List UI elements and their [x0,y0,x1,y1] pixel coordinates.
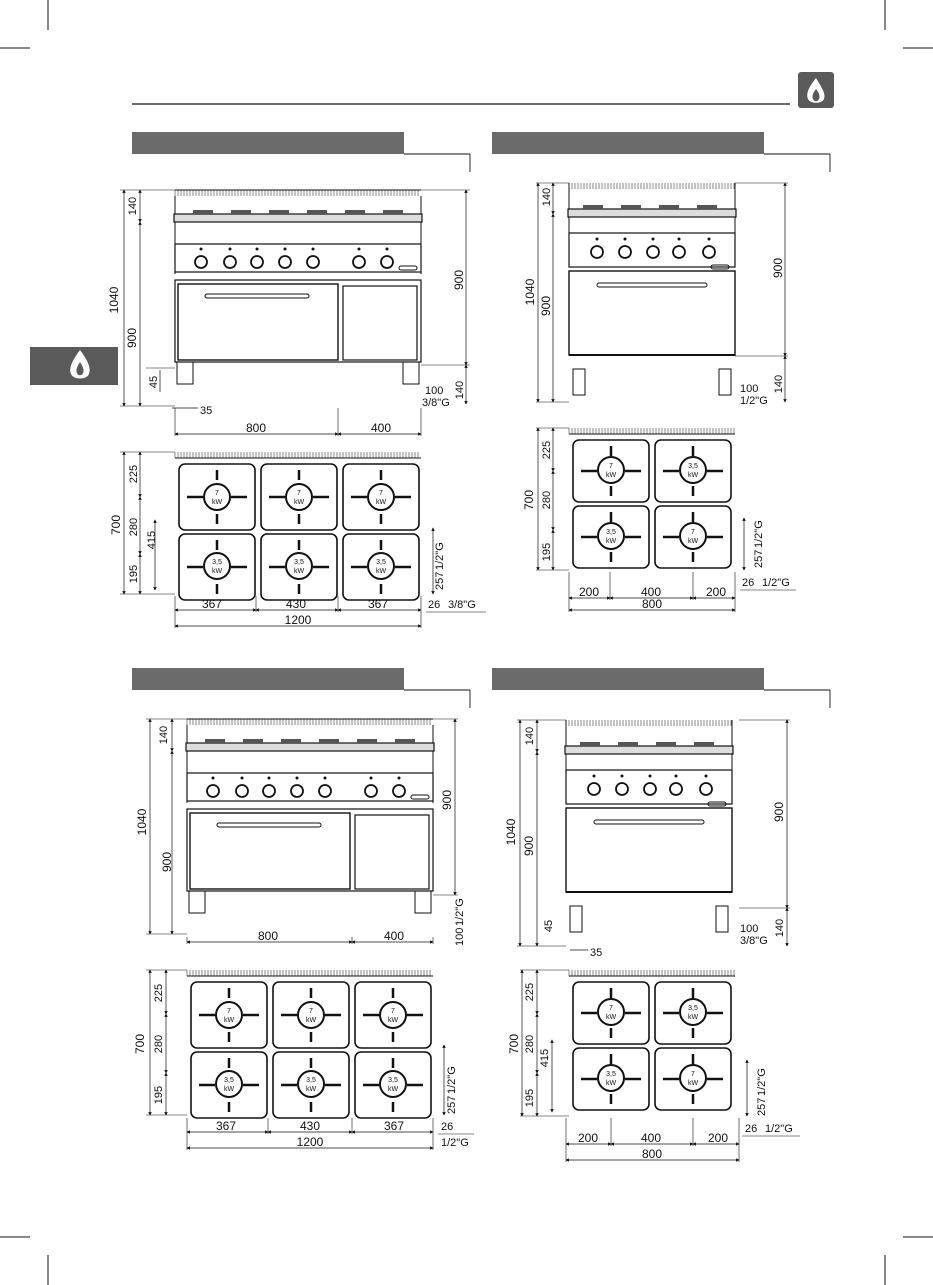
control-knob [319,785,331,797]
dimension-label: 1/2"G [756,1068,768,1096]
burner-cap [319,739,339,743]
burner [680,999,706,1025]
dimension-label: 900 [452,269,466,291]
burner-power-value: 7 [297,490,301,497]
dimension-label: 3/8"G [422,397,450,409]
burner [598,1065,624,1091]
dimension-label: 400 [370,421,392,435]
dimension-label: 1040 [135,808,149,836]
control-knob [647,246,659,258]
dimension-label: 1040 [107,286,121,314]
dimension-label: 800 [245,421,267,435]
burner [598,457,624,483]
dimension-label: 140 [454,380,466,400]
burner-cap [621,205,641,209]
knob-indicator [358,248,361,251]
dimension-label: 1200 [296,1135,324,1149]
burner-power-value: 3,5 [388,1077,398,1084]
burner [216,1071,242,1097]
dimension-label: 367 [201,597,223,611]
knob-indicator [649,775,652,778]
knob-indicator [241,777,244,780]
burner-cap [243,739,263,743]
control-knob [588,783,600,795]
dimension-label: 1/2"G [762,577,790,589]
burner-cap [583,205,603,209]
burner-power-value: 3,5 [376,559,386,566]
panel-2 [492,132,830,612]
dimension-label: 430 [285,597,307,611]
dimension-label: 45 [148,375,160,389]
section-title-bar [492,668,764,690]
dimension-label: 26 [745,1123,758,1135]
control-knob [236,785,248,797]
dimension-label: 1/2"G [753,520,765,548]
dimension-label: 35 [590,947,603,959]
dimension-label: 400 [640,585,662,599]
dimension-label: 26 [742,577,755,589]
dimension-label: 1040 [504,818,518,846]
burner [298,1002,324,1028]
burner-cap [656,742,676,746]
burner-power-unit: kW [387,1017,399,1024]
control-knob [700,783,712,795]
burner-power-value: 3,5 [606,529,616,536]
control-knob [251,256,263,268]
dimension-label: 26 [428,599,441,611]
foot [719,369,731,395]
control-knob [279,256,291,268]
hob-top [186,743,434,751]
burner [598,999,624,1025]
foot [415,891,431,913]
control-knob [207,785,219,797]
control-knob [616,783,628,795]
burner-power-unit: kW [293,568,305,575]
burner [298,1071,324,1097]
control-knob [619,246,631,258]
burner-cap [395,739,415,743]
knob-indicator [675,775,678,778]
dimension-label: 700 [507,1033,521,1055]
knob-indicator [708,238,711,241]
burner-power-value: 3,5 [212,559,222,566]
dimension-label: 140 [774,918,786,938]
control-knob [670,783,682,795]
burner-power-value: 3,5 [688,1005,698,1012]
panel-3 [132,668,474,1150]
burner-cap [694,742,714,746]
knob-indicator [324,777,327,780]
section-title-bar [132,668,404,690]
dimension-label: 200 [577,1131,599,1145]
burner-power-value: 3,5 [294,559,304,566]
burner-power-unit: kW [375,499,387,506]
knob-indicator [621,775,624,778]
dimension-label: 3/8"G [740,935,768,947]
knob-indicator [256,248,259,251]
control-knob [224,256,236,268]
oven-handle [205,294,309,298]
burner [204,553,230,579]
dimension-label: 280 [524,1034,536,1054]
burner-power-unit: kW [305,1017,317,1024]
dimension-label: 225 [524,982,536,1002]
burner-power-unit: kW [293,499,305,506]
dimension-label: 280 [128,517,140,537]
burner [368,484,394,510]
knob-indicator [312,248,315,251]
dimension-label: 200 [707,1131,729,1145]
knob-indicator [284,248,287,251]
burner-power-unit: kW [223,1017,235,1024]
dimension-label: 367 [383,1119,405,1133]
oven-handle [594,820,704,824]
control-knob [365,785,377,797]
burner-cap [307,210,327,214]
oven-door [190,813,350,889]
cupboard-door [355,815,429,889]
dimension-label: 900 [125,327,139,349]
dimension-label: 35 [200,405,213,417]
hob-top [565,746,733,754]
burner [680,457,706,483]
burner-power-unit: kW [605,1014,617,1021]
burner-power-value: 7 [691,529,695,536]
dimension-label: 900 [440,789,454,811]
badge [399,266,417,270]
dimension-label: 100 [454,927,466,946]
knob-indicator [200,248,203,251]
control-knob [353,256,365,268]
hob-top [174,214,422,222]
burner-cap [697,205,717,209]
cupboard-door [343,286,417,360]
dimension-label: 100 [740,383,759,395]
burner-power-unit: kW [605,472,617,479]
burner-power-value: 7 [227,1008,231,1015]
knob-indicator [212,777,215,780]
gas-flame-icon [798,72,834,108]
burner [380,1002,406,1028]
dimension-label: 200 [705,585,727,599]
oven-door [566,808,732,892]
dimension-label: 800 [257,929,279,943]
dimension-label: 195 [128,564,140,584]
burner-cap [269,210,289,214]
dimension-label: 415 [539,1048,551,1068]
burner-power-unit: kW [223,1086,235,1093]
dimension-label: 1/2"G [740,395,768,407]
knob-indicator [296,777,299,780]
burner-cap [205,739,225,743]
dimension-label: 400 [383,929,405,943]
badge [411,795,429,799]
oven-door [569,271,735,355]
burner-power-unit: kW [687,1080,699,1087]
panel-4 [492,668,830,1162]
control-knob [381,256,393,268]
burner-cap [281,739,301,743]
oven-handle [217,823,321,827]
burner-power-value: 3,5 [306,1077,316,1084]
burner-power-value: 7 [215,490,219,497]
foot [177,362,193,384]
dimension-label: 257 [434,571,446,590]
oven-body [175,280,421,362]
dimension-label: 415 [146,530,158,550]
burner-power-unit: kW [687,538,699,545]
dimension-label: 140 [541,187,553,207]
control-knob [703,246,715,258]
control-knob [673,246,685,258]
dimension-label: 900 [539,295,553,317]
burner-power-value: 3,5 [606,1071,616,1078]
dimension-label: 400 [640,1131,662,1145]
dimension-label: 367 [215,1119,237,1133]
dimension-label: 280 [541,490,553,510]
control-knob [393,785,405,797]
knob-indicator [624,238,627,241]
burner-power-unit: kW [605,1080,617,1087]
dimension-label: 257 [446,1095,458,1114]
dimension-label: 700 [109,514,123,536]
dimension-label: 195 [524,1088,536,1108]
dimension-label: 1040 [523,278,537,306]
dimension-label: 257 [756,1097,768,1116]
burner-power-unit: kW [387,1086,399,1093]
dimension-label: 900 [522,835,536,857]
dimension-label: 195 [541,542,553,562]
dimension-label: 800 [641,597,663,611]
burner-power-unit: kW [687,1014,699,1021]
dimension-label: 225 [541,440,553,460]
dimension-label: 140 [127,196,139,216]
dimension-label: 900 [771,257,785,279]
burner-power-unit: kW [375,568,387,575]
burner-power-value: 7 [379,490,383,497]
foot [403,362,419,384]
dimension-label: 225 [153,983,165,1003]
knob-indicator [596,238,599,241]
burner-power-value: 3,5 [688,463,698,470]
control-knob [195,256,207,268]
section-title-bar [492,132,764,154]
burner-power-value: 7 [691,1071,695,1078]
burner-power-value: 7 [391,1008,395,1015]
burner-power-unit: kW [687,472,699,479]
burner-power-value: 3,5 [224,1077,234,1084]
dimension-label: 140 [524,726,536,746]
foot [716,906,728,932]
dimension-label: 280 [153,1034,165,1054]
burner-power-unit: kW [211,499,223,506]
burner-power-value: 7 [309,1008,313,1015]
burner [598,523,624,549]
knob-indicator [386,248,389,251]
knob-indicator [268,777,271,780]
burner-cap [618,742,638,746]
dimension-label: 1/2"G [434,542,446,570]
dimension-label: 45 [543,919,555,933]
dimension-label: 1/2"G [441,1137,469,1149]
knob-indicator [398,777,401,780]
section-title-bar [132,132,404,154]
dimension-label: 100 [425,385,444,397]
dimension-label: 195 [153,1085,165,1105]
dimension-label: 257 [753,549,765,568]
dimension-label: 1200 [284,613,312,627]
control-knob [591,246,603,258]
dimension-label: 1/2"G [446,1066,458,1094]
burner-power-value: 7 [609,463,613,470]
oven-handle [597,283,707,287]
burner-power-unit: kW [305,1086,317,1093]
knob-indicator [705,775,708,778]
burner-cap [659,205,679,209]
burner [216,1002,242,1028]
burner-cap [357,739,377,743]
burner-power-unit: kW [605,538,617,545]
dimension-label: 140 [773,374,785,394]
burner-cap [231,210,251,214]
dimension-label: 140 [158,725,170,745]
dimension-label: 367 [367,597,389,611]
burner-cap [345,210,365,214]
dimension-label: 100 [740,923,759,935]
burner [680,1065,706,1091]
dimension-label: 225 [128,464,140,484]
control-knob [307,256,319,268]
burner [380,1071,406,1097]
dimension-label: 1/2"G [454,898,466,926]
oven-door [178,284,338,360]
burner-cap [193,210,213,214]
panel-1 [107,132,486,628]
burner [680,523,706,549]
dimension-label: 26 [441,1121,454,1133]
dimension-label: 1/2"G [765,1123,793,1135]
dimension-label: 3/8"G [448,599,476,611]
dimension-label: 900 [160,851,174,873]
foot [189,891,205,913]
burner-power-unit: kW [211,568,223,575]
burner-cap [580,742,600,746]
burner [368,553,394,579]
knob-indicator [593,775,596,778]
burner-power-value: 7 [609,1005,613,1012]
burner [286,553,312,579]
dimension-label: 430 [299,1119,321,1133]
dimension-label: 700 [522,489,536,511]
burner [204,484,230,510]
dimension-label: 200 [578,585,600,599]
burner-cap [383,210,403,214]
knob-indicator [229,248,232,251]
control-knob [263,785,275,797]
knob-indicator [370,777,373,780]
oven-body [187,809,433,891]
dimension-label: 800 [641,1147,663,1161]
dimension-label: 700 [133,1033,147,1055]
hob-top [568,209,736,217]
foot [573,369,585,395]
foot [570,906,582,932]
control-knob [644,783,656,795]
dimension-label: 900 [772,801,786,823]
knob-indicator [678,238,681,241]
knob-indicator [652,238,655,241]
side-tab-flame-icon [30,347,118,385]
burner [286,484,312,510]
control-knob [291,785,303,797]
